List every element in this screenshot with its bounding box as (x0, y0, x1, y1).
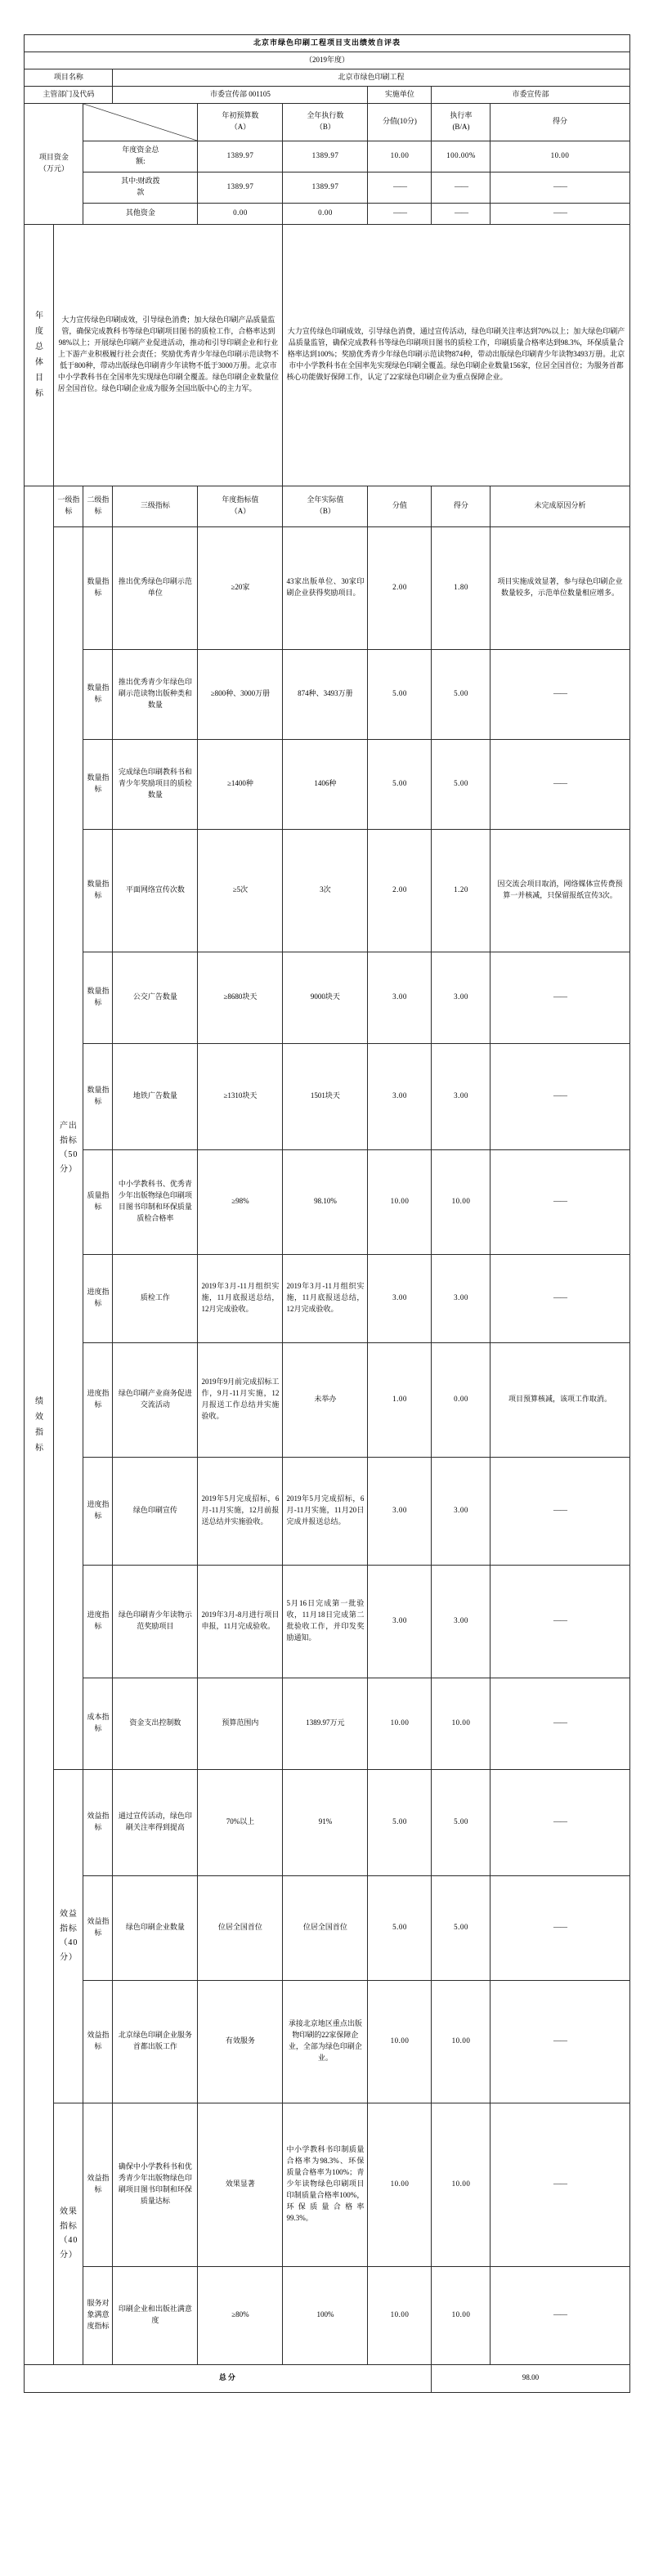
level1-effect-l1: 效果 (59, 2207, 78, 2217)
funds-fiscal-label (83, 172, 198, 203)
indicator-target: 效果显著 (198, 2103, 283, 2266)
funds-other-weight: —— (368, 203, 432, 224)
level2-header-text: 二级指标 (87, 495, 110, 516)
funds-other-exec: 0.00 (283, 203, 368, 224)
annual-goals-side-label-text: 年度总体目标 (34, 311, 45, 399)
funds-total-label (83, 141, 198, 172)
level1-effect-label (54, 2103, 83, 2364)
indicator-level2: 服务对象满意度指标 (83, 2266, 113, 2364)
indicator-actual: 中小学教科书印制质量合格率为98.3%、环保质量合格率为100%；青少年读物绿色印刷项目印制质量合格率100%，环保质量合格率99.3%。 (283, 2103, 368, 2266)
funds-fiscal-exec: 1389.97 (283, 172, 368, 203)
funds-fiscal-rate: —— (432, 172, 490, 203)
indicator-level3: 地铁广告数量 (113, 1043, 198, 1149)
department-row (25, 86, 629, 103)
implementing-unit-label: 实施单位 (368, 86, 432, 103)
funds-other-label: 其他资金 (83, 203, 198, 224)
total-score-label: 总分 (25, 2364, 432, 2392)
indicator-score: 1.80 (432, 526, 490, 649)
indicator-level3: 绿色印刷企业数量 (113, 1875, 198, 1980)
indicator-weight: 10.00 (368, 2266, 432, 2364)
annual-goals-planned: 大力宣传绿色印刷成效，引导绿色消费；加大绿色印刷产品质量监管，确保完成教科书等绿色印刷项目图书的质检工作，合格率达到98%以上；开展绿色印刷产业促进活动，推动和引导印刷企业和行业上下游产业积极履行社会责任；奖励优秀青少年绿色印刷示范读物不低于800种，带动出版绿色印刷青少年读物不低于3000万册。北京市中小学教科书在全国率先实现绿色印刷全覆盖。绿色印刷企业数量位居全国首位。绿色印刷企业成为服务全国出版中心的主力军。 (54, 224, 283, 486)
indicator-row (25, 1457, 629, 1565)
funds-fiscal-budget: 1389.97 (198, 172, 283, 203)
project-funds-label-line2: （万元） (38, 164, 69, 173)
indicator-target: 2019年3月-11月组织实施，11月底报送总结，12月完成验收。 (198, 1254, 283, 1342)
indicator-weight: 10.00 (368, 2103, 432, 2266)
indicator-weight: 3.00 (368, 952, 432, 1043)
indicator-actual: 2019年3月-11月组织实施，11月底报送总结，12月完成验收。 (283, 1254, 368, 1342)
indicator-target: ≥5次 (198, 829, 283, 952)
indicator-actual: 91% (283, 1769, 368, 1875)
indicator-target: ≥1400种 (198, 739, 283, 829)
exec-b-header-l2: （B） (315, 123, 335, 132)
level1-effect-l3: （40分） (59, 2236, 78, 2260)
indicator-target: 2019年9月前完成招标工作，9月-11月实施，12月报送工作总结并实施验收。 (198, 1342, 283, 1457)
level1-header (54, 486, 83, 526)
annual-goals-row (25, 224, 629, 486)
indicator-reason: —— (490, 739, 629, 829)
funds-total-label-l2: 额: (136, 157, 146, 166)
indicator-weight: 10.00 (368, 1980, 432, 2103)
indicator-reason: —— (490, 649, 629, 739)
funds-other-rate: —— (432, 203, 490, 224)
actual-value-header-l2: （B） (315, 507, 335, 516)
indicator-target: ≥98% (198, 1149, 283, 1254)
indicator-weight: 3.00 (368, 1254, 432, 1342)
annual-goals-actual: 大力宣传绿色印刷成效，引导绿色消费，通过宣传活动，绿色印刷关注率达到70%以上；加大绿色印刷产品质量监管，确保完成教科书等绿色印刷项目图书的质检工作，印刷质量合格率达到98.3%，环保质量合格率达到100%；奖励优秀青少年绿色印刷示范读物874种，带动出版绿色印刷青少年读物3493万册。北京市中小学教科书在全国率先实现绿色印刷全覆盖。绿色印刷企业数量156家，位居全国首位；为服务首都核心功能做好保障工作，认定了22家绿色印刷企业为重点保障企业。 (283, 224, 629, 486)
level2-header (83, 486, 113, 526)
indicator-level3: 推出优秀青少年绿色印刷示范读物出版种类和数量 (113, 649, 198, 739)
indicator-level2: 成本指标 (83, 1678, 113, 1769)
indicator-score: 1.20 (432, 829, 490, 952)
indicator-reason: —— (490, 1457, 629, 1565)
indicator-weight: 10.00 (368, 1678, 432, 1769)
indicator-level3: 质检工作 (113, 1254, 198, 1342)
indicator-score: 5.00 (432, 739, 490, 829)
indicator-score: 10.00 (432, 1678, 490, 1769)
indicator-actual: 874种、3493万册 (283, 649, 368, 739)
indicator-actual: 2019年5月完成招标，6月-11月实施，11月20日完成并报送总结。 (283, 1457, 368, 1565)
indicator-level3: 北京绿色印刷企业服务首都出版工作 (113, 1980, 198, 2103)
funds-fiscal-label-l1: 其中:财政拨 (121, 177, 160, 186)
indicator-level2: 效益指标 (83, 1875, 113, 1980)
indicator-level3: 推出优秀绿色印刷示范单位 (113, 526, 198, 649)
indicator-weight: 2.00 (368, 829, 432, 952)
funds-fiscal-weight: —— (368, 172, 432, 203)
indicator-score: 10.00 (432, 2266, 490, 2364)
indicator-weight: 5.00 (368, 649, 432, 739)
indicator-reason: —— (490, 1565, 629, 1678)
target-value-header (198, 486, 283, 526)
indicator-score: 10.00 (432, 1980, 490, 2103)
indicator-reason: 因交流会项目取消，网络媒体宣传费预算一并核减，只保留报纸宣传3次。 (490, 829, 629, 952)
department-value: 市委宣传部 001105 (113, 86, 368, 103)
indicator-row (25, 2103, 629, 2266)
indicator-weight: 5.00 (368, 739, 432, 829)
indicator-score: 3.00 (432, 1254, 490, 1342)
funds-other-budget: 0.00 (198, 203, 283, 224)
indicator-weight: 1.00 (368, 1342, 432, 1457)
indicator-score: 0.00 (432, 1342, 490, 1457)
weight-header: 分值 (368, 486, 432, 526)
indicator-target: 位居全国首位 (198, 1875, 283, 1980)
indicator-level3: 平面网络宣传次数 (113, 829, 198, 952)
implementing-unit-value: 市委宣传部 (432, 86, 629, 103)
indicator-row (25, 829, 629, 952)
diagonal-header-cell (83, 103, 198, 141)
indicator-weight: 10.00 (368, 1149, 432, 1254)
indicator-target: ≥800种、3000万册 (198, 649, 283, 739)
indicator-level3: 资金支出控制数 (113, 1678, 198, 1769)
indicator-level3: 中小学教科书、优秀青少年出版物绿色印刷项目图书印制和环保质量质检合格率 (113, 1149, 198, 1254)
target-value-header-l2: （A） (230, 507, 251, 516)
exec-rate-header-l2: (B/A) (452, 123, 470, 132)
level1-output-l2: 指标 (59, 1136, 78, 1145)
indicator-row (25, 1043, 629, 1149)
project-funds-label-line1: 项目资金 (38, 153, 69, 162)
indicator-reason: —— (490, 1875, 629, 1980)
indicator-level2: 进度指标 (83, 1342, 113, 1457)
project-name-label: 项目名称 (25, 69, 113, 86)
funds-fiscal-score: —— (490, 172, 629, 203)
indicator-row (25, 1565, 629, 1678)
indicator-score: 3.00 (432, 1565, 490, 1678)
indicator-reason: —— (490, 1043, 629, 1149)
indicator-score: 3.00 (432, 1457, 490, 1565)
indicator-reason: —— (490, 952, 629, 1043)
indicator-target: ≥20家 (198, 526, 283, 649)
indicator-target: 2019年3月-8月进行项目申报，11月完成验收。 (198, 1565, 283, 1678)
level1-header-text: 一级指标 (57, 495, 80, 516)
performance-indicators-side-label (25, 486, 54, 2364)
exec-rate-header (432, 103, 490, 141)
target-value-header-l1: 年度指标值 (222, 495, 259, 504)
indicator-level2: 进度指标 (83, 1565, 113, 1678)
indicator-level2: 进度指标 (83, 1457, 113, 1565)
funds-total-budget: 1389.97 (198, 141, 283, 172)
funds-score-header: 得分 (490, 103, 629, 141)
indicator-level2: 数量指标 (83, 952, 113, 1043)
project-funds-label (25, 103, 83, 224)
indicator-row (25, 1769, 629, 1875)
indicator-score: 10.00 (432, 2103, 490, 2266)
indicator-weight: 3.00 (368, 1565, 432, 1678)
funds-total-exec: 1389.97 (283, 141, 368, 172)
score-header: 得分 (432, 486, 490, 526)
indicator-level2: 效益指标 (83, 2103, 113, 2266)
funds-header-row (25, 103, 629, 141)
indicator-level2: 数量指标 (83, 829, 113, 952)
indicator-row (25, 739, 629, 829)
indicator-actual: 1389.97万元 (283, 1678, 368, 1769)
indicator-reason: 项目实施成效显著，参与绿色印刷企业数量较多，示范单位数量相应增多。 (490, 526, 629, 649)
funds-total-rate: 100.00% (432, 141, 490, 172)
level1-output-l3: （50分） (59, 1150, 78, 1174)
budget-a-header (198, 103, 283, 141)
indicator-target: 预算范围内 (198, 1678, 283, 1769)
indicator-actual: 100% (283, 2266, 368, 2364)
funds-total-label-l1: 年度资金总 (122, 146, 159, 155)
fiscal-year-label: （2019年度） (25, 52, 629, 69)
indicator-reason: —— (490, 2266, 629, 2364)
funds-other-score: —— (490, 203, 629, 224)
indicator-reason: —— (490, 1254, 629, 1342)
indicator-actual: 1501块天 (283, 1043, 368, 1149)
exec-rate-header-l1: 执行率 (450, 111, 473, 120)
indicator-actual: 位居全国首位 (283, 1875, 368, 1980)
indicator-weight: 2.00 (368, 526, 432, 649)
level1-output-l1: 产出 (59, 1122, 78, 1131)
indicator-reason: —— (490, 1678, 629, 1769)
indicator-actual: 5月16日完成第一批验收，11月18日完成第二批验收工作，并印发奖励通知。 (283, 1565, 368, 1678)
indicator-row (25, 1980, 629, 2103)
performance-indicators-side-label-text: 绩效指标 (34, 1397, 45, 1454)
exec-b-header (283, 103, 368, 141)
indicator-target: ≥1310块天 (198, 1043, 283, 1149)
indicator-row (25, 1342, 629, 1457)
indicator-actual: 43家出版单位、30家印刷企业获得奖励项目。 (283, 526, 368, 649)
indicator-level2: 数量指标 (83, 1043, 113, 1149)
indicator-reason: —— (490, 1980, 629, 2103)
indicator-row (25, 1875, 629, 1980)
indicator-target: ≥80% (198, 2266, 283, 2364)
indicator-actual: 未举办 (283, 1342, 368, 1457)
indicator-level2: 效益指标 (83, 1769, 113, 1875)
project-name-row (25, 69, 629, 86)
indicator-actual: 1406种 (283, 739, 368, 829)
funds-fiscal-label-l2: 款 (137, 188, 145, 197)
indicator-row (25, 952, 629, 1043)
indicator-level3: 绿色印刷产业商务促进交流活动 (113, 1342, 198, 1457)
indicator-row (25, 1678, 629, 1769)
performance-evaluation-table (24, 34, 629, 2393)
budget-a-header-l2: （A） (230, 123, 251, 132)
indicator-level3: 绿色印刷青少年读物示范奖励项目 (113, 1565, 198, 1678)
indicator-weight: 5.00 (368, 1769, 432, 1875)
actual-value-header-l1: 全年实际值 (307, 495, 344, 504)
indicator-reason: —— (490, 1769, 629, 1875)
indicator-score: 5.00 (432, 649, 490, 739)
indicator-row (25, 649, 629, 739)
level1-benefit-label (54, 1769, 83, 2103)
funds-total-weight: 10.00 (368, 141, 432, 172)
indicator-level2: 数量指标 (83, 739, 113, 829)
funds-row-other (25, 203, 629, 224)
indicator-header-row (25, 486, 629, 526)
indicator-level3: 确保中小学教科书和优秀青少年出版物绿色印刷项目图书印制和环保质量达标 (113, 2103, 198, 2266)
performance-evaluation-page (0, 34, 654, 2576)
annual-goals-side-label (25, 224, 54, 486)
level1-benefit-l3: （40分） (59, 1938, 78, 1962)
indicator-level2: 数量指标 (83, 526, 113, 649)
year-row (25, 52, 629, 69)
indicator-score: 3.00 (432, 952, 490, 1043)
indicator-weight: 3.00 (368, 1457, 432, 1565)
total-score-value: 98.00 (432, 2364, 629, 2392)
indicator-actual: 9000块天 (283, 952, 368, 1043)
indicator-level3: 印刷企业和出版社满意度 (113, 2266, 198, 2364)
indicator-level2: 质量指标 (83, 1149, 113, 1254)
indicator-row (25, 526, 629, 649)
indicator-target: 有效服务 (198, 1980, 283, 2103)
indicator-actual: 承接北京地区重点出版物印刷的22家保障企业，全部为绿色印刷企业。 (283, 1980, 368, 2103)
indicator-row (25, 2266, 629, 2364)
indicator-actual: 98.10% (283, 1149, 368, 1254)
indicator-score: 10.00 (432, 1149, 490, 1254)
funds-row-total (25, 141, 629, 172)
indicator-reason: —— (490, 2103, 629, 2266)
indicator-score: 5.00 (432, 1769, 490, 1875)
level1-benefit-l1: 效益 (59, 1910, 78, 1920)
indicator-weight: 3.00 (368, 1043, 432, 1149)
indicator-target: 2019年5月完成招标，6月-11月实施，12月前报送总结并实施验收。 (198, 1457, 283, 1565)
indicator-level2: 数量指标 (83, 649, 113, 739)
title-row (25, 35, 629, 52)
page-title: 北京市绿色印刷工程项目支出绩效自评表 (25, 35, 629, 52)
funds-row-fiscal (25, 172, 629, 203)
indicator-level2: 进度指标 (83, 1254, 113, 1342)
indicator-level3: 公交广告数量 (113, 952, 198, 1043)
level1-benefit-l2: 指标 (59, 1924, 78, 1933)
indicator-weight: 5.00 (368, 1875, 432, 1980)
indicator-actual: 3次 (283, 829, 368, 952)
budget-a-header-l1: 年初预算数 (222, 111, 259, 120)
actual-value-header (283, 486, 368, 526)
indicator-level3: 完成绿色印刷教科书和青少年奖励项目的质检数量 (113, 739, 198, 829)
indicator-reason: —— (490, 1149, 629, 1254)
indicator-row (25, 1149, 629, 1254)
level3-header: 三级指标 (113, 486, 198, 526)
reason-header: 未完成原因分析 (490, 486, 629, 526)
funds-weight-header: 分值(10分) (368, 103, 432, 141)
indicator-level2: 效益指标 (83, 1980, 113, 2103)
indicator-level3: 绿色印刷宣传 (113, 1457, 198, 1565)
indicator-level3: 通过宣传活动，绿色印刷关注率得到提高 (113, 1769, 198, 1875)
level1-effect-l2: 指标 (59, 2221, 78, 2231)
indicator-row (25, 1254, 629, 1342)
funds-total-score: 10.00 (490, 141, 629, 172)
exec-b-header-l1: 全年执行数 (307, 111, 344, 120)
indicator-reason: 项目预算核减，该项工作取消。 (490, 1342, 629, 1457)
indicator-score: 3.00 (432, 1043, 490, 1149)
total-row (25, 2364, 629, 2392)
indicator-score: 5.00 (432, 1875, 490, 1980)
indicator-target: ≥8680块天 (198, 952, 283, 1043)
project-name-value: 北京市绿色印刷工程 (113, 69, 629, 86)
level1-output-label (54, 526, 83, 1769)
indicator-target: 70%以上 (198, 1769, 283, 1875)
department-label: 主管部门及代码 (25, 86, 113, 103)
